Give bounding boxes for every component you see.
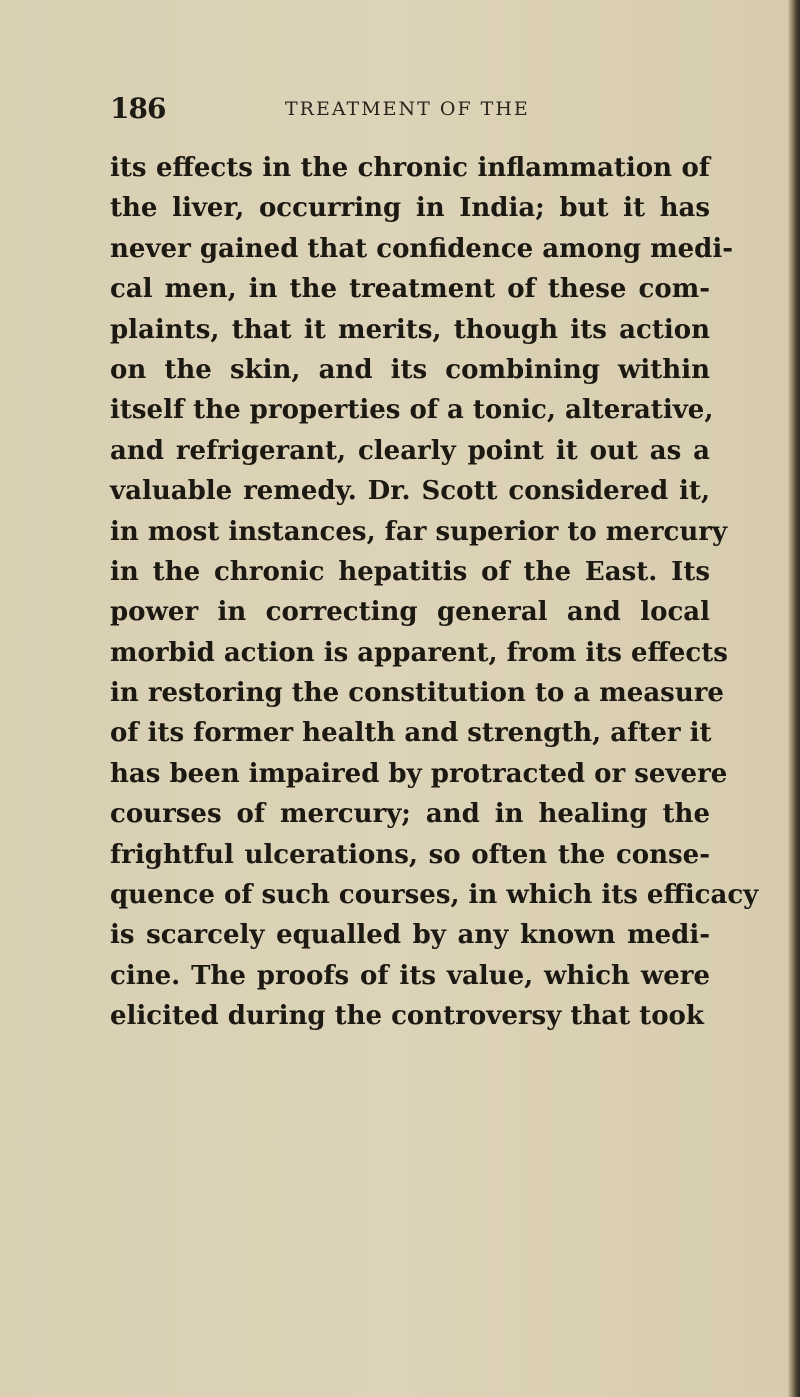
text-line: itself the properties of a tonic, alterative, <box>110 395 714 426</box>
text-line: in most instances, far superior to mercury <box>110 516 728 547</box>
text-line: cal men, in the treatment of these com- <box>110 274 710 305</box>
text-line: on the skin, and its combining within <box>110 354 710 385</box>
text-line: in restoring the constitution to a measure <box>110 678 724 709</box>
text-line: has been impaired by protracted or severe <box>110 758 728 789</box>
text-line: plaints, that it merits, though its action <box>110 314 710 345</box>
text-line: frightful ulcerations, so often the conse- <box>110 839 710 870</box>
text-line: power in correcting general and local <box>110 597 710 628</box>
text-line: morbid action is apparent, from its effects <box>110 637 728 668</box>
text-line: elicited during the controversy that took <box>110 1001 704 1032</box>
text-line: valuable remedy. Dr. Scott considered it, <box>110 476 710 507</box>
text-line: the liver, occurring in India; but it has <box>110 193 710 224</box>
text-line: in the chronic hepatitis of the East. Its <box>110 556 710 587</box>
text-line: is scarcely equalled by any known medi- <box>110 920 710 951</box>
text-line: and refrigerant, clearly point it out as a <box>110 435 710 466</box>
page-edge-shadow <box>788 0 800 1397</box>
text-line: quence of such courses, in which its efficacy <box>110 880 759 911</box>
page-number: 186 <box>110 92 166 125</box>
text-line: courses of mercury; and in healing the <box>110 799 710 830</box>
running-head: TREATMENT OF THE <box>285 98 530 120</box>
text-line: of its former health and strength, after it <box>110 718 712 749</box>
page-header <box>110 92 710 126</box>
text-line: never gained that confidence among medi- <box>110 233 734 264</box>
body-text <box>110 148 759 1037</box>
text-line: cine. The proofs of its value, which were <box>110 960 710 991</box>
text-line: its effects in the chronic inflammation of <box>110 153 710 183</box>
